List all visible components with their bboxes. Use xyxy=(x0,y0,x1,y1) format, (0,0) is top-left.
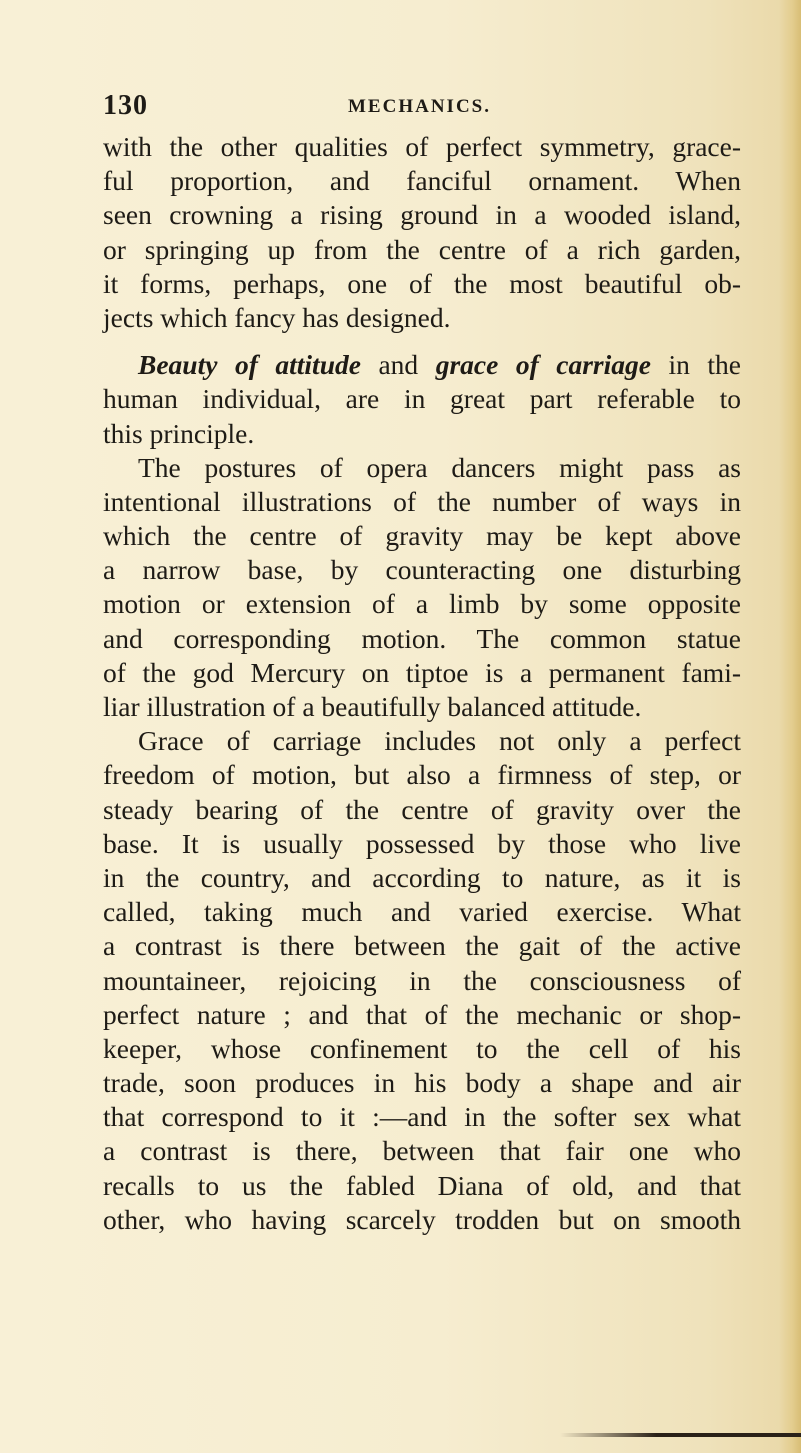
text-line: with the other qualities of perfect symmetry, grace- xyxy=(103,131,741,162)
text-line: Grace of carriage includes not only a perfect xyxy=(138,725,741,757)
text-line: a contrast is there between the gait of the active xyxy=(103,930,741,962)
text-line: of the god Mercury on tiptoe is a permanent fami- xyxy=(103,656,741,688)
text-line: or springing up from the centre of a rich garden, xyxy=(103,233,741,265)
text-line: freedom of motion, but also a firmness of step, or xyxy=(103,759,741,791)
text-fragment: and xyxy=(378,349,419,381)
text-line: trade, soon produces in his body a shape and air xyxy=(103,1067,741,1099)
text-line: and corresponding motion. The common statue xyxy=(103,622,741,654)
text-line: jects which fancy has designed. xyxy=(103,301,451,333)
text-line: a narrow base, by counteracting one disturbing xyxy=(103,554,741,586)
text-line: base. It is usually possessed by those who live xyxy=(103,827,741,859)
text-line: liar illustration of a beautifully balanced attitude. xyxy=(103,691,642,722)
text-line: perfect nature ; and that of the mechanic or shop- xyxy=(103,998,741,1030)
text-line: this principle. xyxy=(103,417,255,449)
page-edge-shading xyxy=(779,0,801,1453)
running-head: MECHANICS. xyxy=(348,96,491,117)
text-line: intentional illustrations of the number of ways in xyxy=(103,485,741,517)
text-fragment: in the xyxy=(668,349,741,381)
text-line: The postures of opera dancers might pass as xyxy=(138,451,741,483)
text-line: a contrast is there, between that fair one who xyxy=(103,1135,741,1167)
page-header xyxy=(103,90,743,124)
text-line: motion or extension of a limb by some opposite xyxy=(103,588,741,620)
text-line: which the centre of gravity may be kept above xyxy=(103,520,741,552)
text-line: human individual, are in great part referable to xyxy=(103,383,741,415)
text-line: seen crowning a rising ground in a wooded island, xyxy=(103,199,741,231)
text-line: called, taking much and varied exercise. What xyxy=(103,896,741,928)
text-line: it forms, perhaps, one of the most beautiful ob- xyxy=(103,267,741,299)
text-line: recalls to us the fabled Diana of old, and that xyxy=(103,1169,741,1201)
body-text xyxy=(103,130,741,1237)
text-line: keeper, whose confinement to the cell of his xyxy=(103,1032,741,1064)
text-line-italic-mixed xyxy=(103,348,741,382)
italic-phrase-beauty: Beauty of attitude xyxy=(138,349,361,381)
text-line: other, who having scarcely trodden but on smooth xyxy=(103,1203,741,1235)
page-bottom-edge xyxy=(560,1433,801,1437)
text-line: that correspond to it :—and in the softer sex what xyxy=(103,1101,741,1133)
italic-phrase-grace: grace of carriage xyxy=(435,349,651,381)
text-line: ful proportion, and fanciful ornament. When xyxy=(103,165,741,197)
text-line: steady bearing of the centre of gravity over the xyxy=(103,793,741,825)
page-number: 130 xyxy=(103,90,148,121)
text-line: in the country, and according to nature, as it is xyxy=(103,861,741,893)
text-line: mountaineer, rejoicing in the consciousness of xyxy=(103,964,741,996)
